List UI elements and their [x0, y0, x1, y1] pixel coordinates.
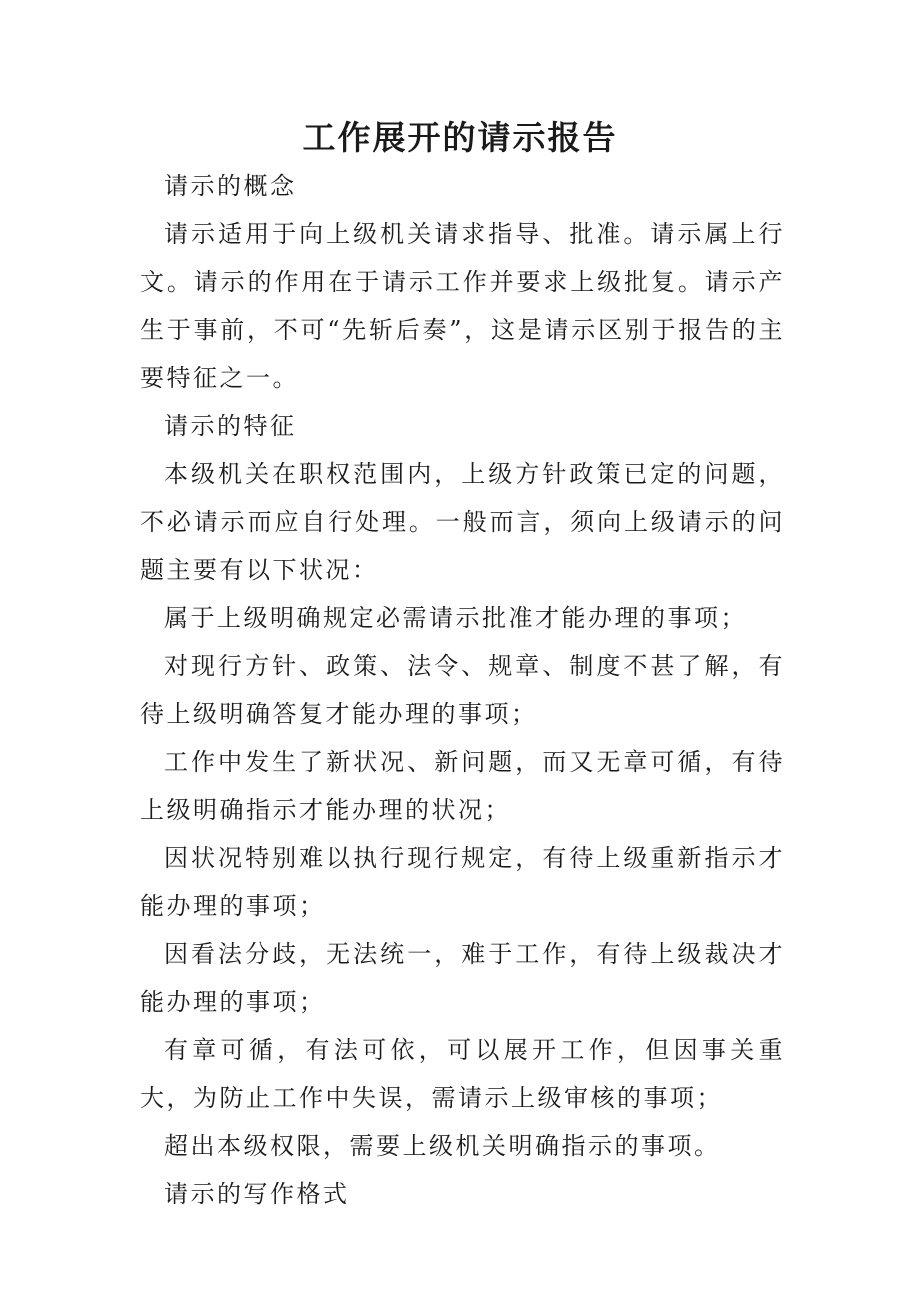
list-item: 属于上级明确规定必需请示批准才能办理的事项； — [164, 604, 747, 632]
paragraph: 请示适用于向上级机关请求指导、批准。请示属上行文。请示的作用在于请示工作并要求上级批复。请示产生于事前，不可“先斩后奏”，这是请示区别于报告的主要特征之一。 — [140, 220, 785, 392]
section-heading-features: 请示的特征 — [164, 412, 297, 440]
paragraph: 本级机关在职权范围内，上级方针政策已定的问题，不必请示而应自行处理。一般而言，须向上级请示的问题主要有以下状况： — [140, 460, 785, 584]
document-body — [140, 162, 785, 1218]
document-title: 工作展开的请示报告 — [302, 118, 618, 157]
list-item: 有章可循，有法可依，可以展开工作，但因事关重大，为防止工作中失误，需请示上级审核的事项； — [140, 1036, 785, 1112]
list-item: 工作中发生了新状况、新问题，而又无章可循，有待上级明确指示才能办理的状况； — [140, 748, 785, 824]
section-heading-concept: 请示的概念 — [164, 172, 297, 200]
list-item: 对现行方针、政策、法令、规章、制度不甚了解，有待上级明确答复才能办理的事项； — [140, 652, 785, 728]
list-item: 因看法分歧，无法统一，难于工作，有待上级裁决才能办理的事项； — [140, 940, 785, 1016]
list-item: 因状况特别难以执行现行规定，有待上级重新指示才能办理的事项； — [140, 844, 785, 920]
list-item: 超出本级权限，需要上级机关明确指示的事项。 — [164, 1132, 721, 1160]
section-heading-format: 请示的写作格式 — [164, 1180, 350, 1208]
